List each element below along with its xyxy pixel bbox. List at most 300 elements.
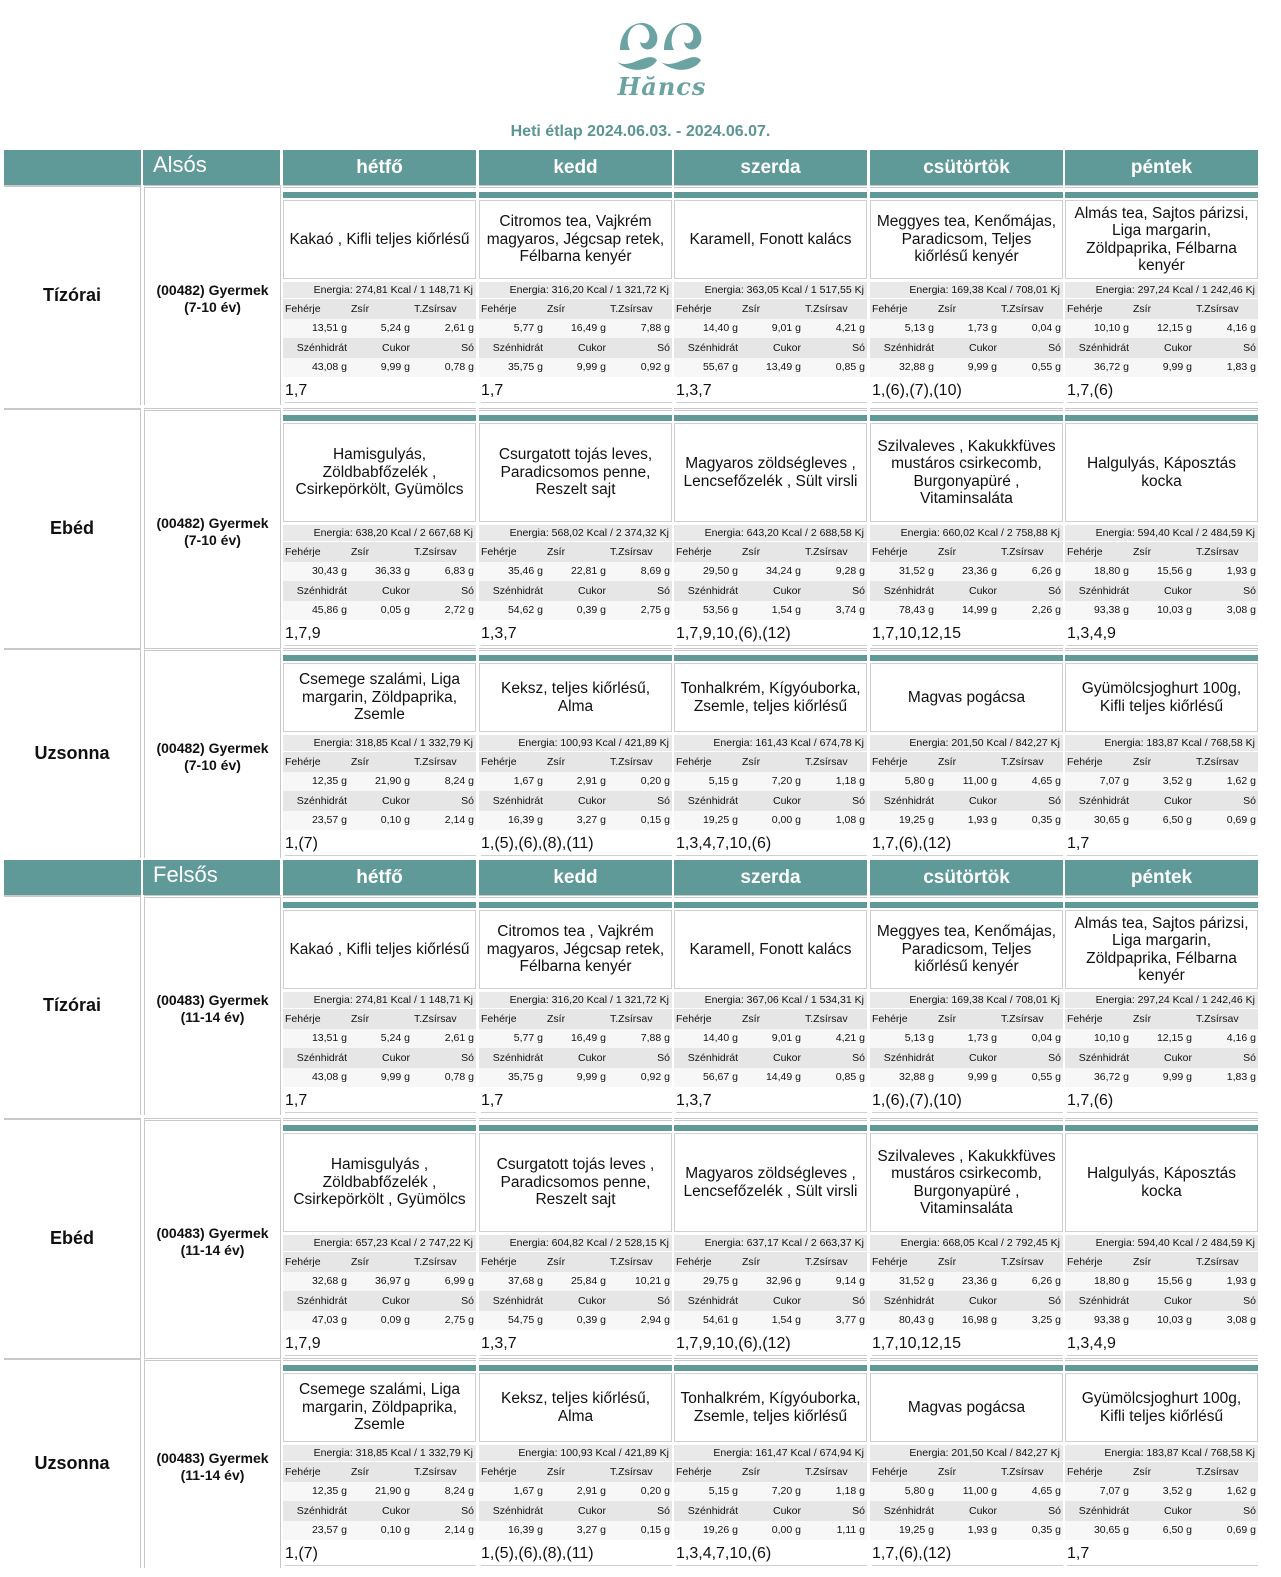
nutrition-table bbox=[283, 1252, 476, 1330]
fat-value: 15,56 g bbox=[1131, 1272, 1194, 1292]
protein-value: 5,13 g bbox=[870, 319, 936, 339]
carbohydrate-label: Szénhidrát bbox=[479, 1291, 545, 1311]
food-items: Szilvaleves , Kakukkfüves mustáros csirkecomb, Burgonyapüré , Vitaminsaláta bbox=[870, 1133, 1063, 1232]
carbohydrate-value: 35,75 g bbox=[479, 1068, 545, 1088]
sugar-label: Cukor bbox=[936, 338, 999, 358]
energy-value: Energia: 363,05 Kcal / 1 517,55 Kj bbox=[674, 282, 867, 298]
salt-value: 3,08 g bbox=[1194, 601, 1258, 621]
allergens: 1,7 bbox=[481, 1089, 672, 1113]
accent-bar bbox=[674, 192, 867, 198]
salt-value: 0,15 g bbox=[608, 1521, 672, 1541]
sugar-value: 0,05 g bbox=[349, 601, 412, 621]
food-items: Meggyes tea, Kenőmájas, Paradicsom, Teljes kiőrlésű kenyér bbox=[870, 200, 1063, 279]
menu-cell bbox=[283, 648, 476, 858]
nutrition-table bbox=[870, 299, 1063, 377]
nutrition-table bbox=[479, 1252, 672, 1330]
saturated-fat-label: T.Zsírsav bbox=[1194, 1009, 1258, 1029]
sugar-value: 1,93 g bbox=[936, 811, 999, 831]
allergens: 1,7,9 bbox=[285, 1332, 476, 1356]
sugar-value: 1,54 g bbox=[740, 601, 803, 621]
salt-value: 2,72 g bbox=[412, 601, 476, 621]
energy-value: Energia: 318,85 Kcal / 1 332,79 Kj bbox=[283, 735, 476, 751]
accent-bar bbox=[674, 655, 867, 661]
protein-value: 5,13 g bbox=[870, 1029, 936, 1049]
sugar-label: Cukor bbox=[545, 1501, 608, 1521]
protein-value: 18,80 g bbox=[1065, 1272, 1131, 1292]
sugar-label: Cukor bbox=[349, 1291, 412, 1311]
food-items: Kakaó , Kifli teljes kiőrlésű bbox=[283, 200, 476, 279]
meal-name-label: Tízórai bbox=[42, 995, 101, 1015]
energy-value: Energia: 638,20 Kcal / 2 667,68 Kj bbox=[283, 525, 476, 541]
protein-value: 5,15 g bbox=[674, 772, 740, 792]
sugar-label: Cukor bbox=[936, 1048, 999, 1068]
header-blank bbox=[4, 150, 141, 185]
allergens: 1,3,4,7,10,(6) bbox=[676, 832, 867, 856]
saturated-fat-label: T.Zsírsav bbox=[803, 542, 867, 562]
protein-value: 5,77 g bbox=[479, 319, 545, 339]
salt-value: 0,78 g bbox=[412, 1068, 476, 1088]
age-group-code: (00483) Gyermek bbox=[156, 1225, 269, 1241]
fat-label: Zsír bbox=[740, 1252, 803, 1272]
menu-cell bbox=[1065, 185, 1258, 405]
menu-cell bbox=[283, 408, 476, 648]
sugar-label: Cukor bbox=[740, 581, 803, 601]
accent-bar bbox=[674, 902, 867, 908]
salt-label: Só bbox=[999, 1501, 1063, 1521]
salt-value: 0,15 g bbox=[608, 811, 672, 831]
day-header: péntek bbox=[1065, 150, 1258, 185]
carbohydrate-label: Szénhidrát bbox=[870, 338, 936, 358]
menu-cell bbox=[870, 185, 1063, 405]
carbohydrate-value: 19,25 g bbox=[674, 811, 740, 831]
accent-bar bbox=[283, 655, 476, 661]
salt-label: Só bbox=[999, 581, 1063, 601]
menu-cell bbox=[479, 185, 672, 405]
allergens: 1,7 bbox=[481, 379, 672, 403]
salt-value: 0,69 g bbox=[1194, 1521, 1258, 1541]
menu-cell bbox=[283, 1118, 476, 1358]
sugar-value: 3,27 g bbox=[545, 811, 608, 831]
energy-value: Energia: 660,02 Kcal / 2 758,88 Kj bbox=[870, 525, 1063, 541]
salt-label: Só bbox=[803, 581, 867, 601]
carbohydrate-value: 43,08 g bbox=[283, 358, 349, 378]
food-items: Keksz, teljes kiőrlésű, Alma bbox=[479, 663, 672, 732]
saturated-fat-label: T.Zsírsav bbox=[412, 1009, 476, 1029]
logo bbox=[612, 10, 712, 105]
saturated-fat-label: T.Zsírsav bbox=[803, 1252, 867, 1272]
allergens: 1,(6),(7),(10) bbox=[872, 379, 1063, 403]
nutrition-table bbox=[283, 299, 476, 377]
salt-value: 1,11 g bbox=[803, 1521, 867, 1541]
logo-text: Hăncs bbox=[617, 72, 707, 101]
nutrition-table bbox=[870, 542, 1063, 620]
saturated-fat-value: 9,28 g bbox=[803, 562, 867, 582]
saturated-fat-label: T.Zsírsav bbox=[1194, 299, 1258, 319]
accent-bar bbox=[1065, 1365, 1258, 1371]
saturated-fat-label: T.Zsírsav bbox=[608, 542, 672, 562]
fat-label: Zsír bbox=[545, 1252, 608, 1272]
energy-value: Energia: 637,17 Kcal / 2 663,37 Kj bbox=[674, 1235, 867, 1251]
age-group-label bbox=[145, 515, 280, 549]
fat-value: 36,33 g bbox=[349, 562, 412, 582]
menu-cell bbox=[870, 648, 1063, 858]
protein-value: 5,15 g bbox=[674, 1482, 740, 1502]
food-items: Karamell, Fonott kalács bbox=[674, 910, 867, 989]
sugar-value: 9,99 g bbox=[349, 358, 412, 378]
saturated-fat-value: 0,20 g bbox=[608, 1482, 672, 1502]
carbohydrate-value: 80,43 g bbox=[870, 1311, 936, 1331]
fat-label: Zsír bbox=[936, 1009, 999, 1029]
meal-name-label: Ebéd bbox=[49, 518, 94, 538]
saturated-fat-value: 7,88 g bbox=[608, 1029, 672, 1049]
nutrition-table bbox=[1065, 1462, 1258, 1540]
food-items: Almás tea, Sajtos párizsi, Liga margarin, Zöldpaprika, Félbarna kenyér bbox=[1065, 910, 1258, 989]
accent-bar bbox=[283, 192, 476, 198]
age-group bbox=[144, 895, 281, 1115]
food-items: Magvas pogácsa bbox=[870, 1373, 1063, 1442]
carbohydrate-label: Szénhidrát bbox=[283, 1501, 349, 1521]
page-title: Heti étlap 2024.06.03. - 2024.06.07. bbox=[510, 123, 771, 140]
carbohydrate-value: 47,03 g bbox=[283, 1311, 349, 1331]
salt-label: Só bbox=[1194, 1501, 1258, 1521]
food-items: Halgulyás, Káposztás kocka bbox=[1065, 1133, 1258, 1232]
meal-name-label: Uzsonna bbox=[34, 743, 110, 763]
protein-value: 7,07 g bbox=[1065, 772, 1131, 792]
carbohydrate-label: Szénhidrát bbox=[870, 1048, 936, 1068]
fat-label: Zsír bbox=[349, 1462, 412, 1482]
protein-value: 29,50 g bbox=[674, 562, 740, 582]
energy-value: Energia: 316,20 Kcal / 1 321,72 Kj bbox=[479, 282, 672, 298]
sugar-label: Cukor bbox=[936, 581, 999, 601]
accent-bar bbox=[674, 1365, 867, 1371]
food-items: Gyümölcsjoghurt 100g, Kifli teljes kiőrlésű bbox=[1065, 663, 1258, 732]
nutrition-table bbox=[870, 1252, 1063, 1330]
protein-label: Fehérje bbox=[283, 752, 349, 772]
fat-label: Zsír bbox=[936, 752, 999, 772]
protein-label: Fehérje bbox=[870, 542, 936, 562]
allergens: 1,3,7 bbox=[676, 1089, 867, 1113]
carbohydrate-value: 93,38 g bbox=[1065, 1311, 1131, 1331]
saturated-fat-label: T.Zsírsav bbox=[999, 1462, 1063, 1482]
protein-value: 5,80 g bbox=[870, 1482, 936, 1502]
sugar-value: 14,99 g bbox=[936, 601, 999, 621]
meal-name-label: Uzsonna bbox=[34, 1453, 110, 1473]
accent-bar bbox=[870, 1125, 1063, 1131]
energy-value: Energia: 274,81 Kcal / 1 148,71 Kj bbox=[283, 282, 476, 298]
salt-value: 0,69 g bbox=[1194, 811, 1258, 831]
protein-value: 37,68 g bbox=[479, 1272, 545, 1292]
carbohydrate-value: 23,57 g bbox=[283, 1521, 349, 1541]
salt-label: Só bbox=[1194, 1048, 1258, 1068]
carbohydrate-label: Szénhidrát bbox=[674, 338, 740, 358]
section-header bbox=[4, 860, 1261, 895]
protein-value: 5,80 g bbox=[870, 772, 936, 792]
energy-value: Energia: 183,87 Kcal / 768,58 Kj bbox=[1065, 735, 1258, 751]
sugar-value: 1,54 g bbox=[740, 1311, 803, 1331]
menu-cell bbox=[1065, 648, 1258, 858]
salt-label: Só bbox=[999, 1048, 1063, 1068]
carbohydrate-label: Szénhidrát bbox=[870, 791, 936, 811]
saturated-fat-label: T.Zsírsav bbox=[608, 1009, 672, 1029]
salt-value: 0,85 g bbox=[803, 358, 867, 378]
energy-value: Energia: 594,40 Kcal / 2 484,59 Kj bbox=[1065, 1235, 1258, 1251]
fat-value: 7,20 g bbox=[740, 772, 803, 792]
energy-value: Energia: 100,93 Kcal / 421,89 Kj bbox=[479, 1445, 672, 1461]
salt-value: 0,78 g bbox=[412, 358, 476, 378]
saturated-fat-value: 4,16 g bbox=[1194, 1029, 1258, 1049]
menu-cell bbox=[674, 185, 867, 405]
fat-value: 15,56 g bbox=[1131, 562, 1194, 582]
menu-section bbox=[4, 150, 1261, 860]
allergens: 1,7 bbox=[285, 1089, 476, 1113]
saturated-fat-value: 1,93 g bbox=[1194, 562, 1258, 582]
saturated-fat-label: T.Zsírsav bbox=[999, 1009, 1063, 1029]
sugar-label: Cukor bbox=[936, 1291, 999, 1311]
food-items: Gyümölcsjoghurt 100g, Kifli teljes kiőrlésű bbox=[1065, 1373, 1258, 1442]
nutrition-table bbox=[870, 1462, 1063, 1540]
nutrition-table bbox=[870, 1009, 1063, 1087]
nutrition-table bbox=[479, 1462, 672, 1540]
header-blank bbox=[4, 860, 141, 895]
carbohydrate-label: Szénhidrát bbox=[1065, 1291, 1131, 1311]
energy-value: Energia: 169,38 Kcal / 708,01 Kj bbox=[870, 282, 1063, 298]
food-items: Citromos tea , Vajkrém magyaros, Jégcsap retek, Félbarna kenyér bbox=[479, 910, 672, 989]
carbohydrate-value: 78,43 g bbox=[870, 601, 936, 621]
saturated-fat-value: 7,88 g bbox=[608, 319, 672, 339]
saturated-fat-label: T.Zsírsav bbox=[1194, 1462, 1258, 1482]
energy-value: Energia: 100,93 Kcal / 421,89 Kj bbox=[479, 735, 672, 751]
age-group-label bbox=[145, 992, 280, 1026]
saturated-fat-value: 0,04 g bbox=[999, 1029, 1063, 1049]
saturated-fat-label: T.Zsírsav bbox=[608, 1462, 672, 1482]
food-items: Magyaros zöldségleves , Lencsefőzelék , Sült virsli bbox=[674, 1133, 867, 1232]
food-items: Karamell, Fonott kalács bbox=[674, 200, 867, 279]
salt-label: Só bbox=[608, 1501, 672, 1521]
salt-value: 0,35 g bbox=[999, 811, 1063, 831]
fat-value: 12,15 g bbox=[1131, 319, 1194, 339]
food-items: Kakaó , Kifli teljes kiőrlésű bbox=[283, 910, 476, 989]
saturated-fat-value: 1,62 g bbox=[1194, 772, 1258, 792]
sugar-label: Cukor bbox=[740, 338, 803, 358]
energy-value: Energia: 274,81 Kcal / 1 148,71 Kj bbox=[283, 992, 476, 1008]
sugar-label: Cukor bbox=[545, 338, 608, 358]
fat-value: 5,24 g bbox=[349, 1029, 412, 1049]
meal-name bbox=[4, 1118, 141, 1358]
salt-label: Só bbox=[412, 1048, 476, 1068]
carbohydrate-label: Szénhidrát bbox=[479, 1048, 545, 1068]
allergens: 1,(7) bbox=[285, 1542, 476, 1566]
salt-value: 2,14 g bbox=[412, 811, 476, 831]
salt-label: Só bbox=[803, 338, 867, 358]
saturated-fat-label: T.Zsírsav bbox=[412, 542, 476, 562]
food-items: Magvas pogácsa bbox=[870, 663, 1063, 732]
meal-row bbox=[4, 1358, 1261, 1568]
protein-value: 31,52 g bbox=[870, 562, 936, 582]
food-items: Tonhalkrém, Kígyóuborka, Zsemle, teljes kiőrlésű bbox=[674, 1373, 867, 1442]
protein-value: 14,40 g bbox=[674, 319, 740, 339]
menu-cell bbox=[870, 1358, 1063, 1568]
food-items: Halgulyás, Káposztás kocka bbox=[1065, 423, 1258, 522]
saturated-fat-value: 0,04 g bbox=[999, 319, 1063, 339]
fat-value: 25,84 g bbox=[545, 1272, 608, 1292]
nutrition-table bbox=[674, 752, 867, 830]
menu-cell bbox=[674, 1118, 867, 1358]
sugar-value: 9,99 g bbox=[545, 358, 608, 378]
protein-label: Fehérje bbox=[479, 542, 545, 562]
fat-value: 1,73 g bbox=[936, 1029, 999, 1049]
nutrition-table bbox=[283, 752, 476, 830]
energy-value: Energia: 201,50 Kcal / 842,27 Kj bbox=[870, 735, 1063, 751]
accent-bar bbox=[674, 1125, 867, 1131]
fat-label: Zsír bbox=[740, 299, 803, 319]
salt-value: 0,92 g bbox=[608, 358, 672, 378]
accent-bar bbox=[1065, 415, 1258, 421]
menu-cell bbox=[1065, 895, 1258, 1115]
age-group bbox=[144, 1358, 281, 1568]
saturated-fat-value: 6,83 g bbox=[412, 562, 476, 582]
salt-value: 1,83 g bbox=[1194, 1068, 1258, 1088]
allergens: 1,7,(6),(12) bbox=[872, 1542, 1063, 1566]
fat-value: 7,20 g bbox=[740, 1482, 803, 1502]
saturated-fat-value: 4,65 g bbox=[999, 1482, 1063, 1502]
energy-value: Energia: 594,40 Kcal / 2 484,59 Kj bbox=[1065, 525, 1258, 541]
fat-label: Zsír bbox=[349, 299, 412, 319]
protein-value: 32,68 g bbox=[283, 1272, 349, 1292]
carbohydrate-value: 16,39 g bbox=[479, 1521, 545, 1541]
fat-value: 12,15 g bbox=[1131, 1029, 1194, 1049]
protein-label: Fehérje bbox=[674, 752, 740, 772]
accent-bar bbox=[479, 902, 672, 908]
energy-value: Energia: 183,87 Kcal / 768,58 Kj bbox=[1065, 1445, 1258, 1461]
food-items: Magyaros zöldségleves , Lencsefőzelék , Sült virsli bbox=[674, 423, 867, 522]
allergens: 1,(6),(7),(10) bbox=[872, 1089, 1063, 1113]
food-items: Tonhalkrém, Kígyóuborka, Zsemle, teljes kiőrlésű bbox=[674, 663, 867, 732]
fat-value: 22,81 g bbox=[545, 562, 608, 582]
allergens: 1,(5),(6),(8),(11) bbox=[481, 832, 672, 856]
accent-bar bbox=[870, 192, 1063, 198]
allergens: 1,3,7 bbox=[481, 1332, 672, 1356]
sugar-value: 6,50 g bbox=[1131, 1521, 1194, 1541]
allergens: 1,3,7 bbox=[481, 622, 672, 646]
protein-label: Fehérje bbox=[674, 542, 740, 562]
protein-value: 13,51 g bbox=[283, 319, 349, 339]
saturated-fat-label: T.Zsírsav bbox=[999, 299, 1063, 319]
protein-label: Fehérje bbox=[674, 1009, 740, 1029]
nutrition-table bbox=[1065, 1252, 1258, 1330]
fat-label: Zsír bbox=[545, 299, 608, 319]
fat-value: 5,24 g bbox=[349, 319, 412, 339]
menu-cell bbox=[283, 1358, 476, 1568]
protein-value: 18,80 g bbox=[1065, 562, 1131, 582]
energy-value: Energia: 367,06 Kcal / 1 534,31 Kj bbox=[674, 992, 867, 1008]
allergens: 1,7,10,12,15 bbox=[872, 622, 1063, 646]
sugar-value: 9,99 g bbox=[349, 1068, 412, 1088]
saturated-fat-label: T.Zsírsav bbox=[608, 752, 672, 772]
fat-label: Zsír bbox=[545, 542, 608, 562]
nutrition-table bbox=[283, 542, 476, 620]
sugar-value: 0,10 g bbox=[349, 1521, 412, 1541]
fat-value: 32,96 g bbox=[740, 1272, 803, 1292]
nutrition-table bbox=[283, 1462, 476, 1540]
fat-label: Zsír bbox=[349, 1009, 412, 1029]
carbohydrate-value: 32,88 g bbox=[870, 358, 936, 378]
carbohydrate-value: 19,26 g bbox=[674, 1521, 740, 1541]
carbohydrate-value: 30,65 g bbox=[1065, 1521, 1131, 1541]
fat-value: 21,90 g bbox=[349, 1482, 412, 1502]
sugar-value: 9,99 g bbox=[936, 1068, 999, 1088]
saturated-fat-value: 1,93 g bbox=[1194, 1272, 1258, 1292]
fat-label: Zsír bbox=[1131, 1462, 1194, 1482]
carbohydrate-label: Szénhidrát bbox=[283, 1291, 349, 1311]
protein-value: 13,51 g bbox=[283, 1029, 349, 1049]
saturated-fat-label: T.Zsírsav bbox=[803, 1462, 867, 1482]
fat-value: 16,49 g bbox=[545, 319, 608, 339]
wave-logo-icon bbox=[612, 10, 712, 80]
carbohydrate-label: Szénhidrát bbox=[674, 791, 740, 811]
salt-value: 0,55 g bbox=[999, 358, 1063, 378]
salt-label: Só bbox=[1194, 338, 1258, 358]
carbohydrate-label: Szénhidrát bbox=[1065, 581, 1131, 601]
carbohydrate-label: Szénhidrát bbox=[674, 581, 740, 601]
saturated-fat-label: T.Zsírsav bbox=[412, 752, 476, 772]
sugar-value: 0,39 g bbox=[545, 1311, 608, 1331]
salt-label: Só bbox=[412, 791, 476, 811]
sugar-value: 1,93 g bbox=[936, 1521, 999, 1541]
fat-label: Zsír bbox=[1131, 752, 1194, 772]
food-items: Csurgatott tojás leves , Paradicsomos penne, Reszelt sajt bbox=[479, 1133, 672, 1232]
salt-value: 2,75 g bbox=[412, 1311, 476, 1331]
energy-value: Energia: 297,24 Kcal / 1 242,46 Kj bbox=[1065, 282, 1258, 298]
allergens: 1,(7) bbox=[285, 832, 476, 856]
salt-label: Só bbox=[999, 338, 1063, 358]
meal-row bbox=[4, 185, 1261, 405]
fat-value: 11,00 g bbox=[936, 772, 999, 792]
accent-bar bbox=[870, 902, 1063, 908]
salt-label: Só bbox=[608, 338, 672, 358]
allergens: 1,7,(6),(12) bbox=[872, 832, 1063, 856]
energy-value: Energia: 657,23 Kcal / 2 747,22 Kj bbox=[283, 1235, 476, 1251]
salt-value: 2,14 g bbox=[412, 1521, 476, 1541]
day-header: hétfő bbox=[283, 150, 476, 185]
age-group-code: (00482) Gyermek bbox=[156, 282, 269, 298]
energy-value: Energia: 161,47 Kcal / 674,94 Kj bbox=[674, 1445, 867, 1461]
protein-label: Fehérje bbox=[674, 1462, 740, 1482]
sugar-label: Cukor bbox=[740, 1291, 803, 1311]
carbohydrate-value: 19,25 g bbox=[870, 811, 936, 831]
carbohydrate-value: 30,65 g bbox=[1065, 811, 1131, 831]
salt-value: 1,08 g bbox=[803, 811, 867, 831]
accent-bar bbox=[1065, 192, 1258, 198]
age-group-code: (00482) Gyermek bbox=[156, 515, 269, 531]
fat-label: Zsír bbox=[1131, 299, 1194, 319]
sugar-label: Cukor bbox=[545, 791, 608, 811]
age-group-range: (11-14 év) bbox=[180, 1242, 245, 1258]
carbohydrate-label: Szénhidrát bbox=[283, 338, 349, 358]
fat-label: Zsír bbox=[545, 752, 608, 772]
fat-value: 34,24 g bbox=[740, 562, 803, 582]
energy-value: Energia: 297,24 Kcal / 1 242,46 Kj bbox=[1065, 992, 1258, 1008]
salt-value: 3,77 g bbox=[803, 1311, 867, 1331]
salt-label: Só bbox=[803, 791, 867, 811]
protein-value: 1,67 g bbox=[479, 772, 545, 792]
saturated-fat-label: T.Zsírsav bbox=[803, 299, 867, 319]
sugar-value: 9,99 g bbox=[1131, 358, 1194, 378]
fat-label: Zsír bbox=[740, 1462, 803, 1482]
accent-bar bbox=[479, 192, 672, 198]
sugar-label: Cukor bbox=[1131, 1048, 1194, 1068]
carbohydrate-label: Szénhidrát bbox=[479, 1501, 545, 1521]
carbohydrate-label: Szénhidrát bbox=[479, 791, 545, 811]
